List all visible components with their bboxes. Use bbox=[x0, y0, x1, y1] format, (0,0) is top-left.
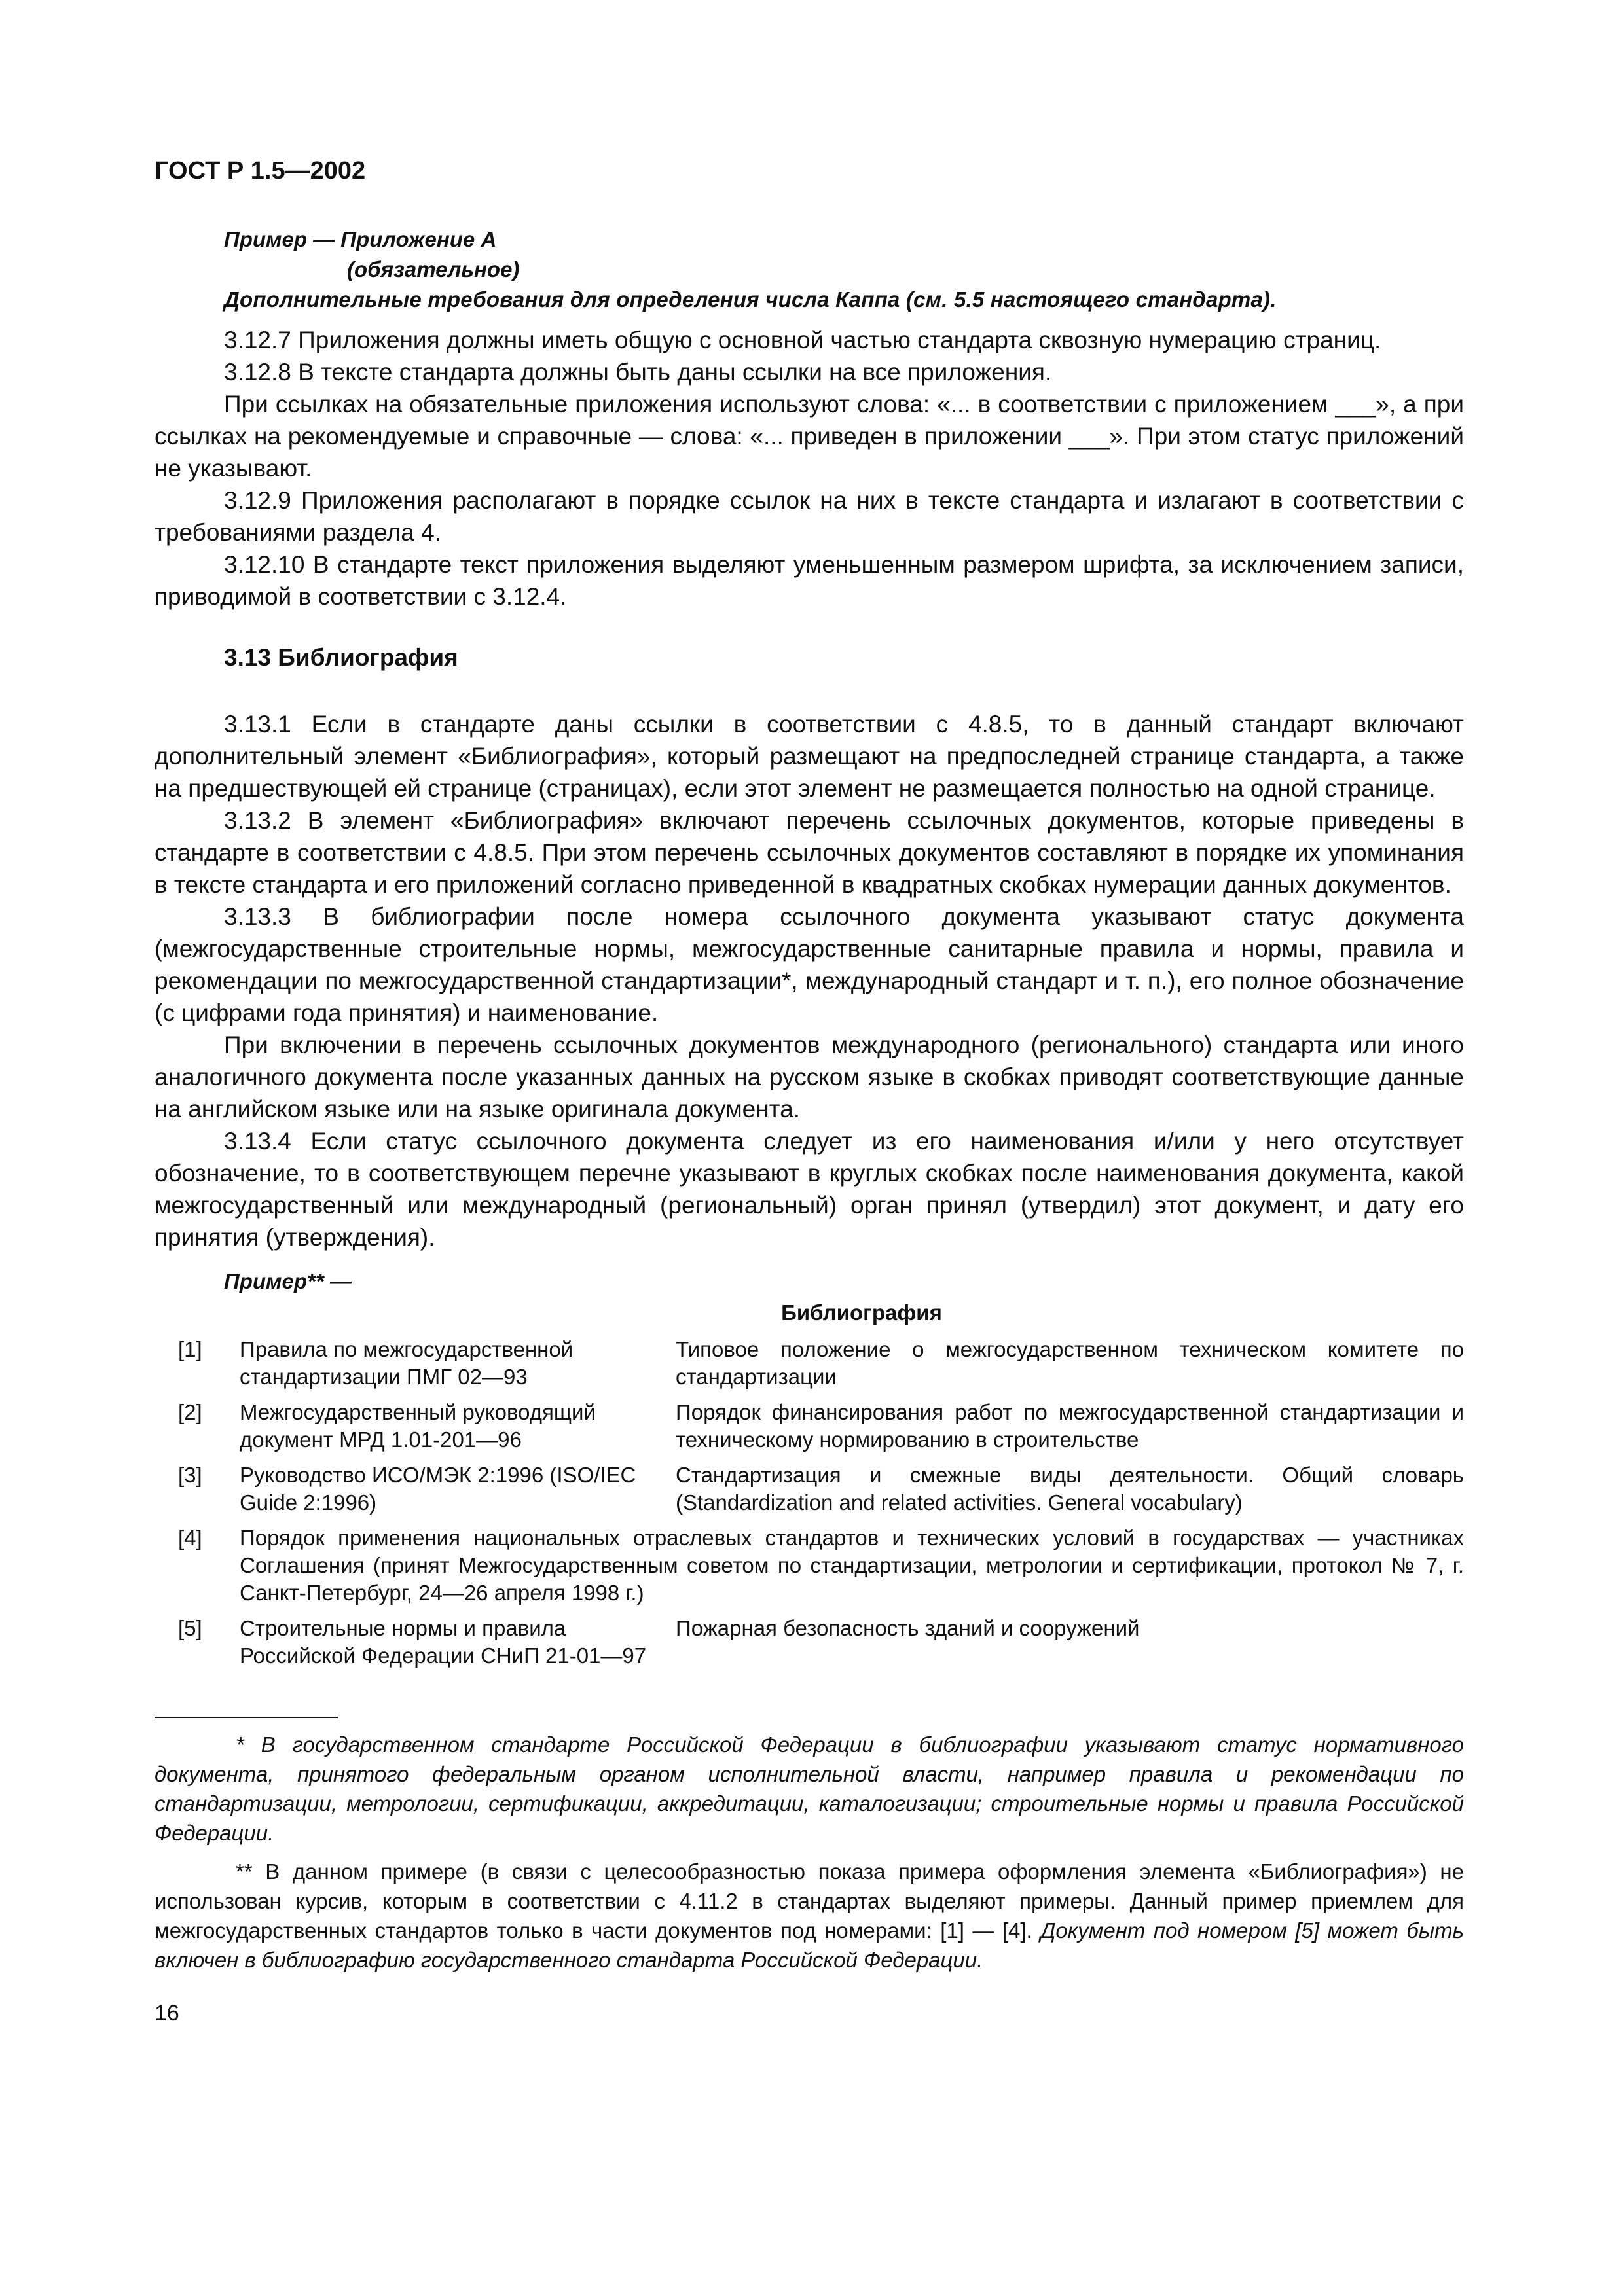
bibliography-row bbox=[155, 1615, 1464, 1677]
bib-number: [5] bbox=[178, 1616, 202, 1640]
bib-number: [1] bbox=[178, 1337, 202, 1361]
standard-code: ГОСТ Р 1.5—2002 bbox=[155, 157, 366, 185]
paragraph-3-12-10: 3.12.10 В стандарте текст приложения выделяют уменьшенным размером шрифта, за исключением записи, приводимой в соответствии с 3.12.4. bbox=[155, 551, 1464, 610]
bib-document-name: Руководство ИСО/МЭК 2:1996 (ISO/IEC Guide 2:1996) bbox=[240, 1463, 636, 1515]
paragraph-3-12-9: 3.12.9 Приложения располагают в порядке ссылок на них в тексте стандарта и излагают в соответствии с требованиями раздела 4. bbox=[155, 487, 1464, 546]
bib-document-full: Порядок применения национальных отраслевых стандартов и технических условий в государствах — участниках Соглашения (принят Межгосударственным советом по стандартизации, метрологии и сертификации, протокол № 7, г. Санкт-Петербург, 24—26 апреля 1998 г.) bbox=[240, 1526, 1464, 1605]
appendix-example bbox=[224, 224, 1464, 315]
paragraph-3-13-1: 3.13.1 Если в стандарте даны ссылки в соответствии с 4.8.5, то в данный стандарт включают дополнительный элемент «Библиография», который размещают на предпоследней странице стандарта, а также на предшествующей ей странице (страницах), если этот элемент не размещается полностью на одной странице. bbox=[155, 711, 1464, 802]
paragraph-appendix-references: При ссылках на обязательные приложения используют слова: «... в соответствии с приложением ___», а при ссылках на рекомендуемые и справочные — слова: «... приведен в приложении ___». При этом статус приложений не указывают. bbox=[155, 391, 1464, 482]
footnote-1 bbox=[155, 1730, 1464, 1848]
bib-document-title: Стандартизация и смежные виды деятельности. Общий словарь (Standardization and related activities. General vocabulary) bbox=[676, 1463, 1464, 1515]
section-heading: 3.13 Библиография bbox=[224, 644, 458, 671]
bib-document-name: Правила по межгосударственной стандартизации ПМГ 02—93 bbox=[240, 1337, 574, 1389]
paragraph-3-13-3: 3.13.3 В библиографии после номера ссылочного документа указывают статус документа (межгосударственные строительные нормы, межгосударственные санитарные правила и нормы, правила и рекомендации по межгосударственной стандартизации*, международный стандарт и т. п.), его полное обозначение (с цифрами года принятия) и наименование. bbox=[155, 903, 1464, 1026]
bib-number: [4] bbox=[178, 1526, 202, 1550]
footnote-2-text: ** В данном примере (в связи с целесообразностью показа примера оформления элемента «Библиография») не использован курсив, которым в соответствии с 4.11.2 в стандартах выделяют примеры. Данный пример приемлем для межгосударственных стандартов только в части документов под номерами: [1] — [4]. bbox=[155, 1859, 1464, 1943]
bibliography-row bbox=[155, 1336, 1464, 1399]
footnote-2 bbox=[155, 1857, 1464, 1975]
bib-document-name: Межгосударственный руководящий документ МРД 1.01-201—96 bbox=[240, 1400, 596, 1452]
bibliography-example-label: Пример** — bbox=[224, 1269, 352, 1293]
bibliography-row bbox=[155, 1524, 1464, 1615]
footnote-2-italic-text: Документ под номером [5] может быть включен в библиографию государственного стандарта Российской Федерации. bbox=[155, 1918, 1464, 1972]
appendix-example-line3: Дополнительные требования для определения числа Каппа (см. 5.5 настоящего стандарта). bbox=[224, 287, 1277, 312]
bib-document-title: Типовое положение о межгосударственном техническом комитете по стандартизации bbox=[676, 1337, 1464, 1389]
paragraph-3-13-2: 3.13.2 В элемент «Библиография» включают перечень ссылочных документов, которые приведены в стандарте в соответствии с 4.8.5. При этом перечень ссылочных документов составляют в порядке их упоминания в тексте стандарта и его приложений согласно приведенной в квадратных скобках нумерации данных документов. bbox=[155, 807, 1464, 898]
footnote-divider bbox=[155, 1717, 338, 1718]
page-number: 16 bbox=[155, 2001, 179, 2026]
bib-number: [3] bbox=[178, 1463, 202, 1487]
document-page bbox=[155, 157, 1464, 2026]
bib-document-title: Порядок финансирования работ по межгосударственной стандартизации и техническому нормированию в строительстве bbox=[676, 1400, 1464, 1452]
bibliography-title: Библиография bbox=[781, 1300, 942, 1325]
appendix-example-line2: (обязательное) bbox=[347, 257, 520, 281]
paragraph-3-12-8: 3.12.8 В тексте стандарта должны быть даны ссылки на все приложения. bbox=[224, 359, 1052, 386]
bib-document-name: Строительные нормы и правила Российской Федерации СНиП 21-01—97 bbox=[240, 1616, 647, 1668]
paragraph-3-13-4: 3.13.4 Если статус ссылочного документа следует из его наименования и/или у него отсутствует обозначение, то в соответствующем перечне указывают в круглых скобках после наименования документа, какой межгосударственный или международный (региональный) орган принял (утвердил) этот документ, и дату его принятия (утверждения). bbox=[155, 1128, 1464, 1251]
bibliography-row bbox=[155, 1399, 1464, 1462]
bibliography-table bbox=[155, 1336, 1464, 1677]
paragraph-international-docs: При включении в перечень ссылочных документов международного (регионального) стандарта или иного аналогичного документа после указанных данных на русском языке в скобках приводят соответствующие данные на английском языке или на языке оригинала документа. bbox=[155, 1031, 1464, 1122]
bib-document-title: Пожарная безопасность зданий и сооружений bbox=[676, 1616, 1140, 1640]
appendix-example-line1: Пример — Приложение А bbox=[224, 227, 497, 251]
footnote-1-text: * В государственном стандарте Российской Федерации в библиографии указывают статус нормативного документа, принятого федеральным органом исполнительной власти, например правила и рекомендации по стандартизации, метрологии, сертификации, аккредитации, каталогизации; строительные нормы и правила Российской Федерации. bbox=[155, 1732, 1464, 1845]
paragraph-3-12-7: 3.12.7 Приложения должны иметь общую с основной частью стандарта сквозную нумерацию страниц. bbox=[224, 327, 1381, 353]
bib-number: [2] bbox=[178, 1400, 202, 1424]
bibliography-row bbox=[155, 1462, 1464, 1524]
